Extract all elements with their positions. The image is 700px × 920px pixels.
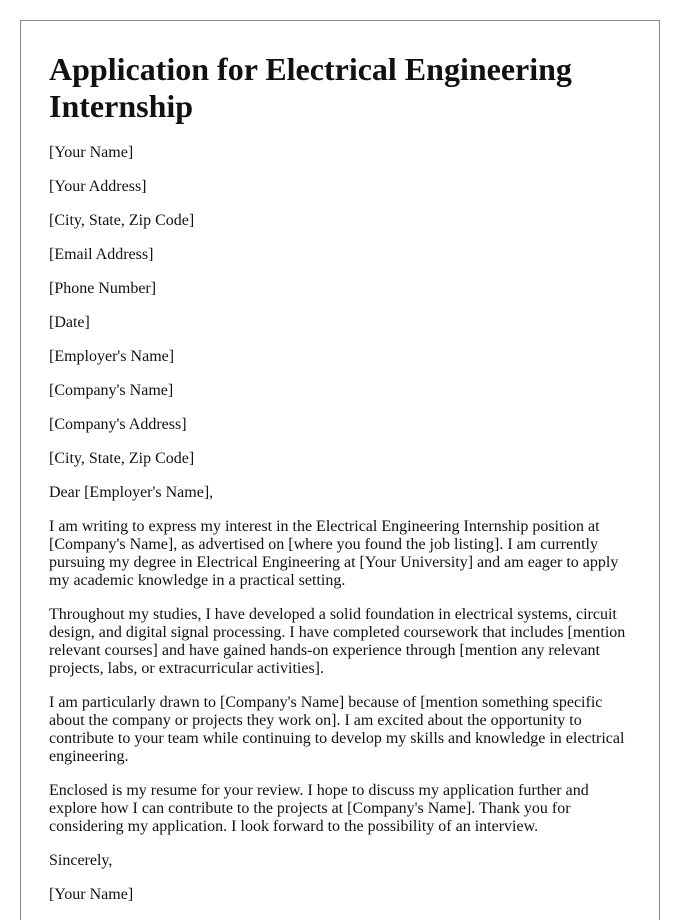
sender-address: [Your Address]: [49, 178, 147, 195]
sender-name: [Your Name]: [49, 144, 134, 161]
recipient-city-state-zip: [City, State, Zip Code]: [49, 450, 195, 467]
body-paragraph-closing: Enclosed is my resume for your review. I hope to discuss my application further and explore how I can contribute to the projects at [Company's Name]. Thank you for considering my application. I look forward to the possibility of an interview.: [49, 782, 589, 835]
body-paragraph-company: I am particularly drawn to [Company's Name] because of [mention something specific about the company or projects they work on]. I am excited about the opportunity to contribute to your team while continuing to develop my skills and knowledge in electrical engineering.: [49, 694, 625, 765]
salutation: Dear [Employer's Name],: [49, 484, 214, 501]
signature-name: [Your Name]: [49, 886, 134, 903]
sender-city-state-zip: [City, State, Zip Code]: [49, 212, 195, 229]
recipient-employer-name: [Employer's Name]: [49, 348, 175, 365]
body-paragraph-studies: Throughout my studies, I have developed a solid foundation in electrical systems, circuit design, and digital signal processing. I have completed coursework that includes [mention relevant courses] and have gained hands-on experience through [mention any relevant projects, labs, or extracurricular activities].: [49, 606, 626, 677]
recipient-company-name: [Company's Name]: [49, 382, 174, 399]
sender-email: [Email Address]: [49, 246, 154, 263]
letter-page: [20, 20, 660, 920]
letter-date: [Date]: [49, 314, 90, 331]
recipient-company-address: [Company's Address]: [49, 416, 187, 433]
letter-title: Application for Electrical Engineering Internship: [49, 51, 572, 124]
body-paragraph-intro: I am writing to express my interest in the Electrical Engineering Internship position at [Company's Name], as advertised on [where you found the job listing]. I am currently pursuing my degree in Electrical Engineering at [Your University] and am eager to apply my academic knowledge in a practical setting.: [49, 518, 619, 589]
closing: Sincerely,: [49, 852, 113, 869]
sender-phone: [Phone Number]: [49, 280, 157, 297]
